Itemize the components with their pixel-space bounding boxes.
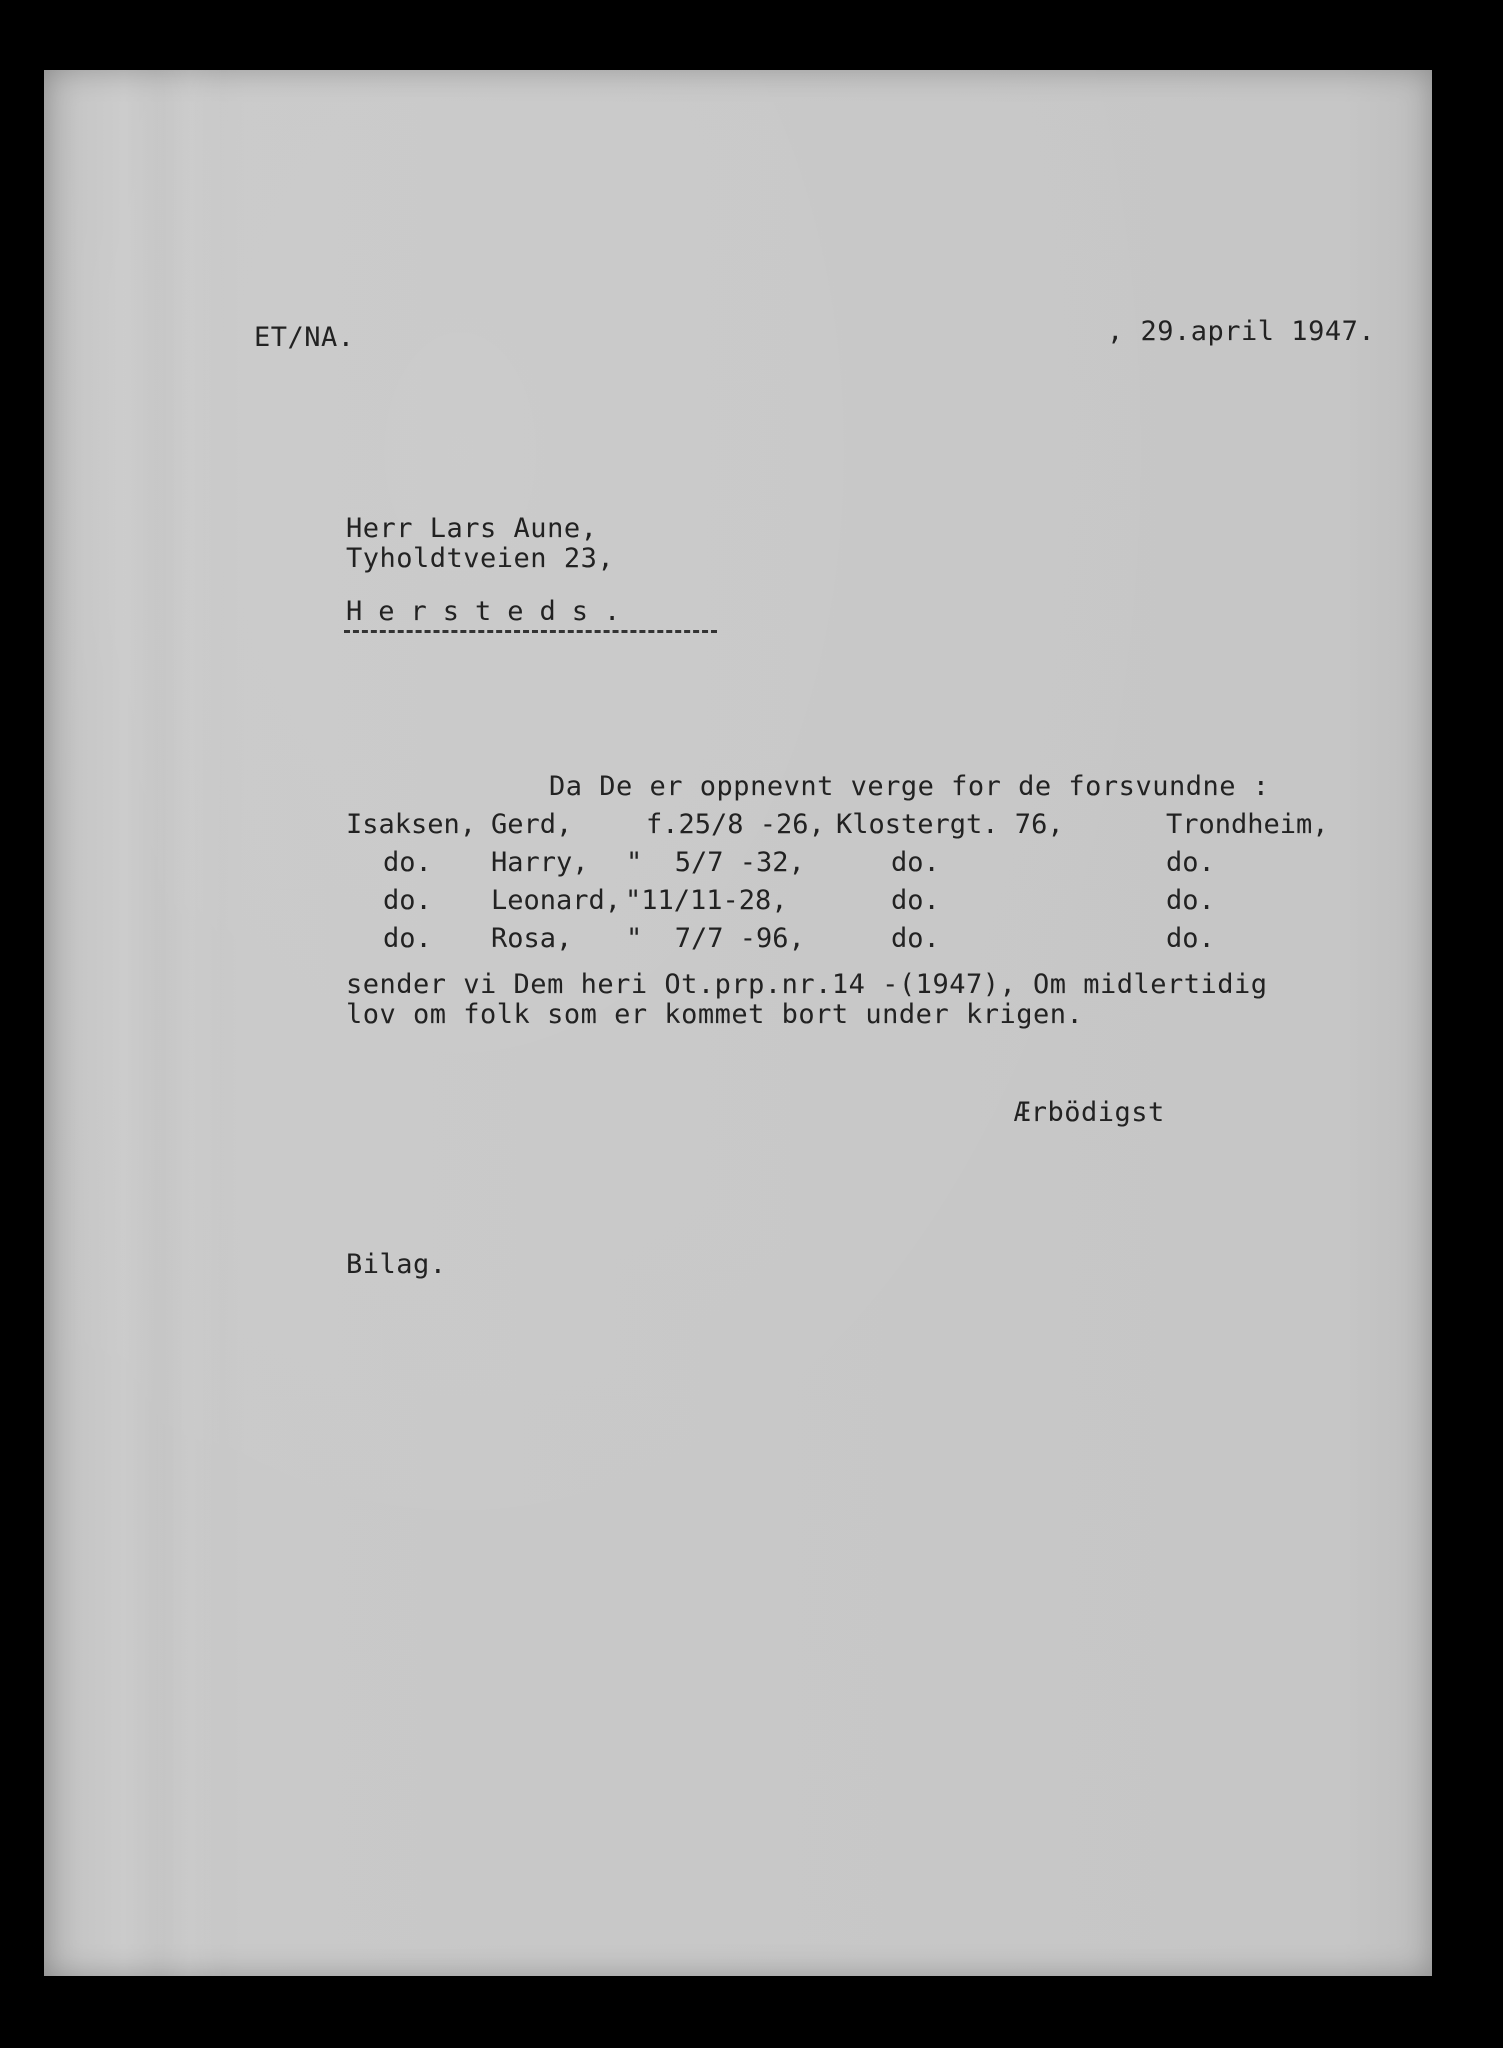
enclosure-note: Bilag.: [346, 1249, 447, 1280]
person-birth-date: " 7/7 -96,: [626, 923, 805, 954]
person-address: do.: [891, 923, 940, 954]
person-birth-date: " 5/7 -32,: [626, 847, 805, 878]
person-city: do.: [1166, 847, 1215, 878]
person-birth-date: f.25/8 -26,: [646, 809, 825, 840]
person-city: do.: [1166, 923, 1215, 954]
recipient-town: Hersteds.: [346, 596, 637, 627]
document-page: [44, 70, 1432, 1976]
person-given-name: Leonard,: [491, 885, 622, 916]
person-given-name: Harry,: [491, 847, 589, 878]
intro-sentence: Da De er oppnevnt verge for de forsvundne :: [549, 771, 1270, 802]
person-city: Trondheim,: [1166, 809, 1329, 840]
person-birth-date: "11/11-28,: [625, 885, 788, 916]
body-text-line-2: lov om folk som er kommet bort under krigen.: [346, 999, 1084, 1030]
town-underline: [344, 630, 717, 633]
person-surname: do.: [383, 885, 432, 916]
reference-code: ET/NA.: [254, 322, 355, 353]
person-given-name: Rosa,: [491, 923, 573, 954]
person-given-name: Gerd,: [491, 809, 573, 840]
person-address: do.: [891, 847, 940, 878]
closing-salutation: Ærbödigst: [1014, 1097, 1165, 1128]
person-city: do.: [1166, 885, 1215, 916]
person-surname: do.: [383, 923, 432, 954]
person-address: do.: [891, 885, 940, 916]
person-surname: Isaksen,: [346, 809, 477, 840]
recipient-street: Tyholdtveien 23,: [346, 543, 615, 574]
person-address: Klostergt. 76,: [836, 809, 1064, 840]
recipient-name: Herr Lars Aune,: [346, 513, 598, 544]
person-surname: do.: [383, 847, 432, 878]
body-text-line-1: sender vi Dem heri Ot.prp.nr.14 -(1947), Om midlertidig: [346, 969, 1268, 1000]
letter-date: , 29.april 1947.: [1107, 316, 1376, 347]
